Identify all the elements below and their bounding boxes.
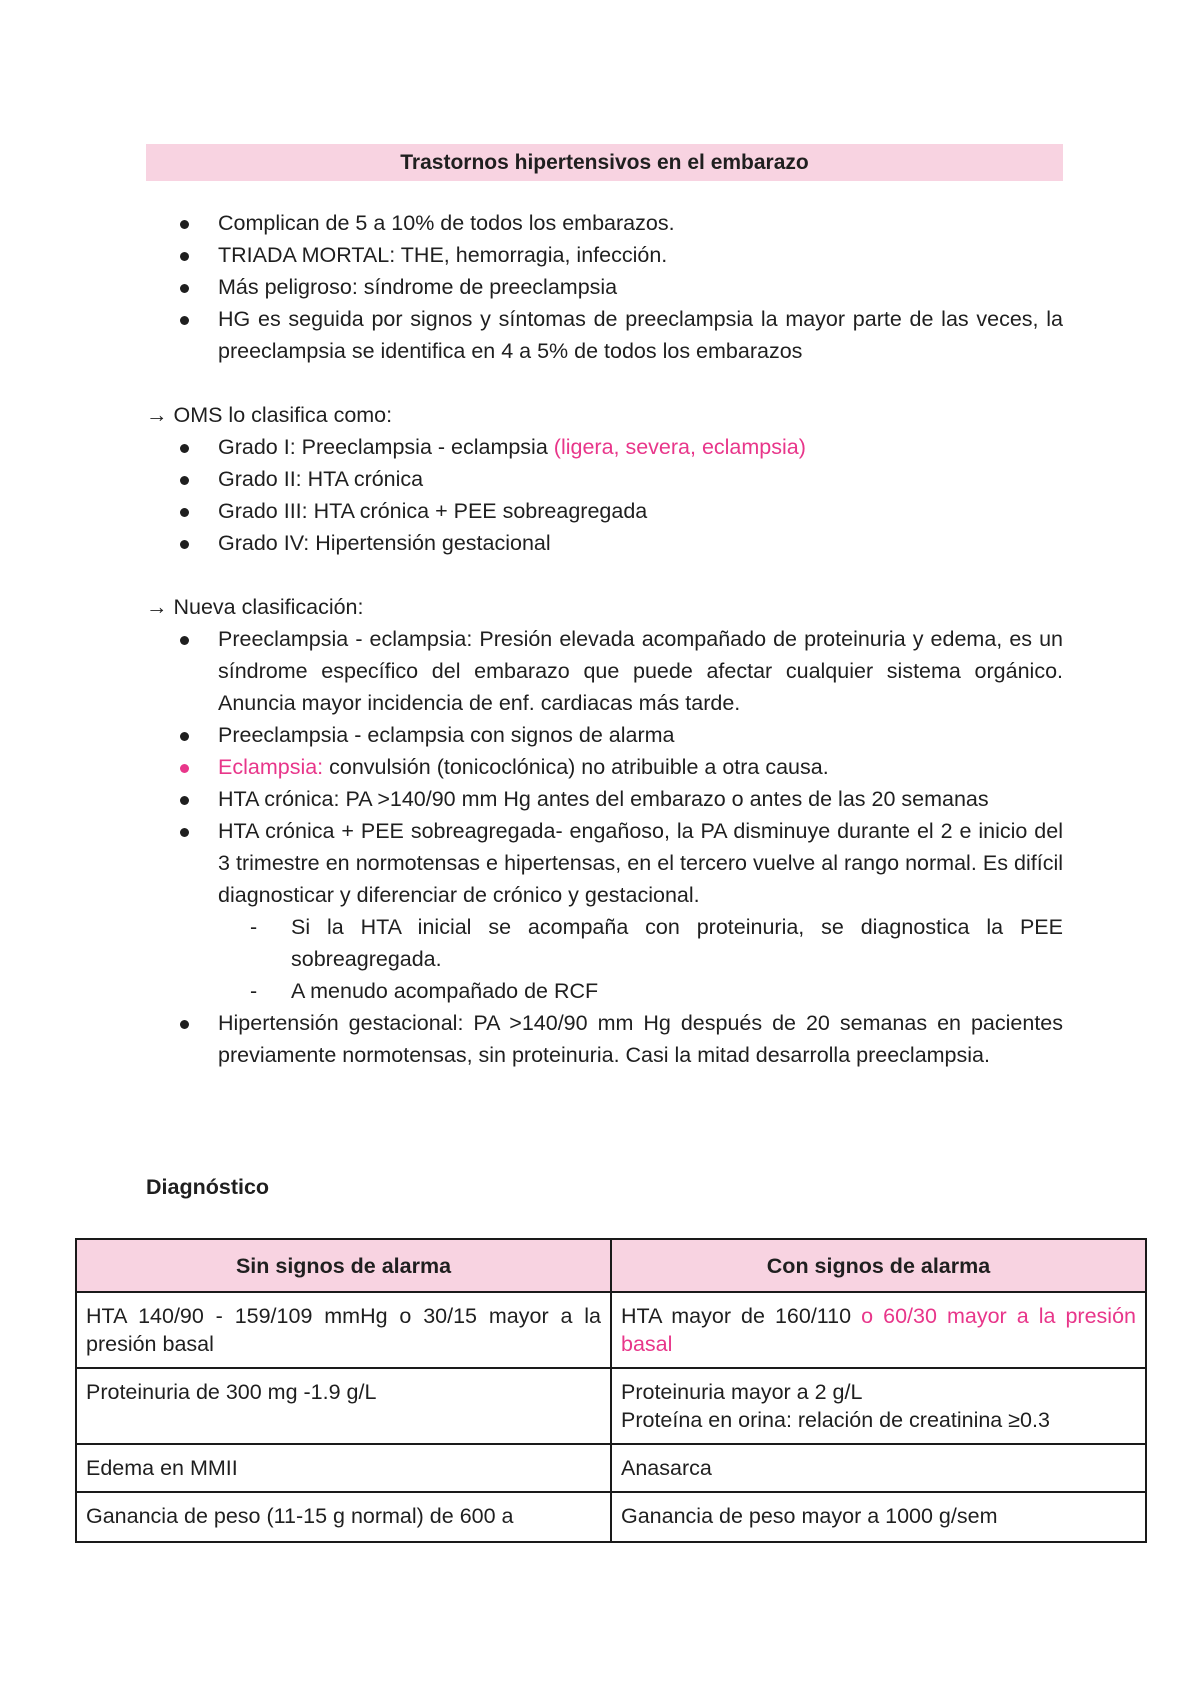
oms-list bbox=[146, 431, 1063, 559]
bullet-icon bbox=[180, 476, 189, 485]
list-item: Grado IV: Hipertensión gestacional bbox=[218, 527, 1063, 559]
document-title bbox=[146, 144, 1063, 181]
bullet-icon bbox=[180, 1020, 189, 1029]
list-item: Grado I: Preeclampsia - eclampsia (ligera, severa, eclampsia) bbox=[218, 431, 1063, 463]
dash-icon: - bbox=[250, 979, 258, 1003]
oms-heading: → OMS lo clasifica como: bbox=[146, 403, 393, 427]
dash-icon: - bbox=[250, 915, 258, 939]
table-cell: Proteinuria mayor a 2 g/L Proteína en orina: relación de creatinina ≥0.3 bbox=[611, 1368, 1146, 1444]
diagnostico-heading: Diagnóstico bbox=[146, 1175, 270, 1199]
table-cell: Ganancia de peso mayor a 1000 g/sem bbox=[611, 1492, 1146, 1542]
table-cell: Ganancia de peso (11-15 g normal) de 600 a bbox=[76, 1492, 611, 1542]
nueva-heading: → Nueva clasificación: bbox=[146, 595, 364, 619]
nueva-list bbox=[146, 623, 1063, 1071]
list-item: HG es seguida por signos y síntomas de preeclampsia la mayor parte de las veces, la preeclampsia se identifica en 4 a 5% de todos los embarazos bbox=[218, 303, 1063, 367]
sub-list bbox=[218, 911, 1063, 1007]
column-header: Sin signos de alarma bbox=[76, 1239, 611, 1292]
table-row bbox=[76, 1292, 1146, 1368]
table-cell: HTA mayor de 160/110 o 60/30 mayor a la presión basal bbox=[611, 1292, 1146, 1368]
list-item: Complican de 5 a 10% de todos los embarazos. bbox=[218, 207, 1063, 239]
highlight-text: Eclampsia: bbox=[218, 755, 324, 779]
bullet-icon bbox=[180, 316, 189, 325]
highlight-text: o 60/30 mayor a la presión basal bbox=[621, 1304, 1136, 1356]
list-item: Eclampsia: convulsión (tonicoclónica) no atribuible a otra causa. bbox=[218, 751, 1063, 783]
table-row bbox=[76, 1444, 1146, 1492]
table-cell: Edema en MMII bbox=[76, 1444, 611, 1492]
bullet-icon bbox=[180, 828, 189, 837]
diagnostic-table bbox=[75, 1238, 1147, 1543]
bullet-icon bbox=[180, 540, 189, 549]
highlight-text: (ligera, severa, eclampsia) bbox=[553, 435, 806, 459]
bullet-icon bbox=[180, 444, 189, 453]
intro-list bbox=[146, 207, 1063, 367]
list-item: HTA crónica: PA >140/90 mm Hg antes del embarazo o antes de las 20 semanas bbox=[218, 783, 1063, 815]
list-item: Hipertensión gestacional: PA >140/90 mm Hg después de 20 semanas en pacientes previamente normotensas, sin proteinuria. Casi la mitad desarrolla preeclampsia. bbox=[218, 1007, 1063, 1071]
bullet-icon bbox=[180, 284, 189, 293]
bullet-icon bbox=[180, 732, 189, 741]
column-header: Con signos de alarma bbox=[611, 1239, 1146, 1292]
list-item: Preeclampsia - eclampsia con signos de alarma bbox=[218, 719, 1063, 751]
bullet-icon bbox=[180, 252, 189, 261]
list-item: Grado III: HTA crónica + PEE sobreagregada bbox=[218, 495, 1063, 527]
bullet-icon bbox=[180, 764, 189, 773]
sub-list-item: - Si la HTA inicial se acompaña con proteinuria, se diagnostica la PEE sobreagregada. bbox=[291, 911, 1063, 975]
table-row bbox=[76, 1492, 1146, 1542]
title-text: Trastornos hipertensivos en el embarazo bbox=[400, 150, 809, 174]
table-cell: Anasarca bbox=[611, 1444, 1146, 1492]
bullet-icon bbox=[180, 636, 189, 645]
list-item: Preeclampsia - eclampsia: Presión elevada acompañado de proteinuria y edema, es un síndrome específico del embarazo que puede afectar cualquier sistema orgánico. Anuncia mayor incidencia de enf. cardiacas más tarde. bbox=[218, 623, 1063, 719]
bullet-icon bbox=[180, 508, 189, 517]
table-cell: Proteinuria de 300 mg -1.9 g/L bbox=[76, 1368, 611, 1444]
document-body bbox=[146, 207, 1063, 1071]
table-cell: HTA 140/90 - 159/109 mmHg o 30/15 mayor a la presión basal bbox=[76, 1292, 611, 1368]
sub-list-item: - A menudo acompañado de RCF bbox=[291, 975, 1063, 1007]
list-item: HTA crónica + PEE sobreagregada- engañoso, la PA disminuye durante el 2 e inicio del 3 trimestre en normotensas e hipertensas, en el tercero vuelve al rango normal. Es difícil diagnosticar y diferenciar de crónico y gestacional. - Si la HTA inicial se acompaña con proteinuria, se diagnostica la PEE sobreagregada. - A menudo acompañado de RCF bbox=[218, 815, 1063, 1007]
list-item: Más peligroso: síndrome de preeclampsia bbox=[218, 271, 1063, 303]
table-row bbox=[76, 1368, 1146, 1444]
table-header-row bbox=[76, 1239, 1146, 1292]
list-item: TRIADA MORTAL: THE, hemorragia, infección. bbox=[218, 239, 1063, 271]
bullet-icon bbox=[180, 796, 189, 805]
bullet-icon bbox=[180, 220, 189, 229]
list-item: Grado II: HTA crónica bbox=[218, 463, 1063, 495]
